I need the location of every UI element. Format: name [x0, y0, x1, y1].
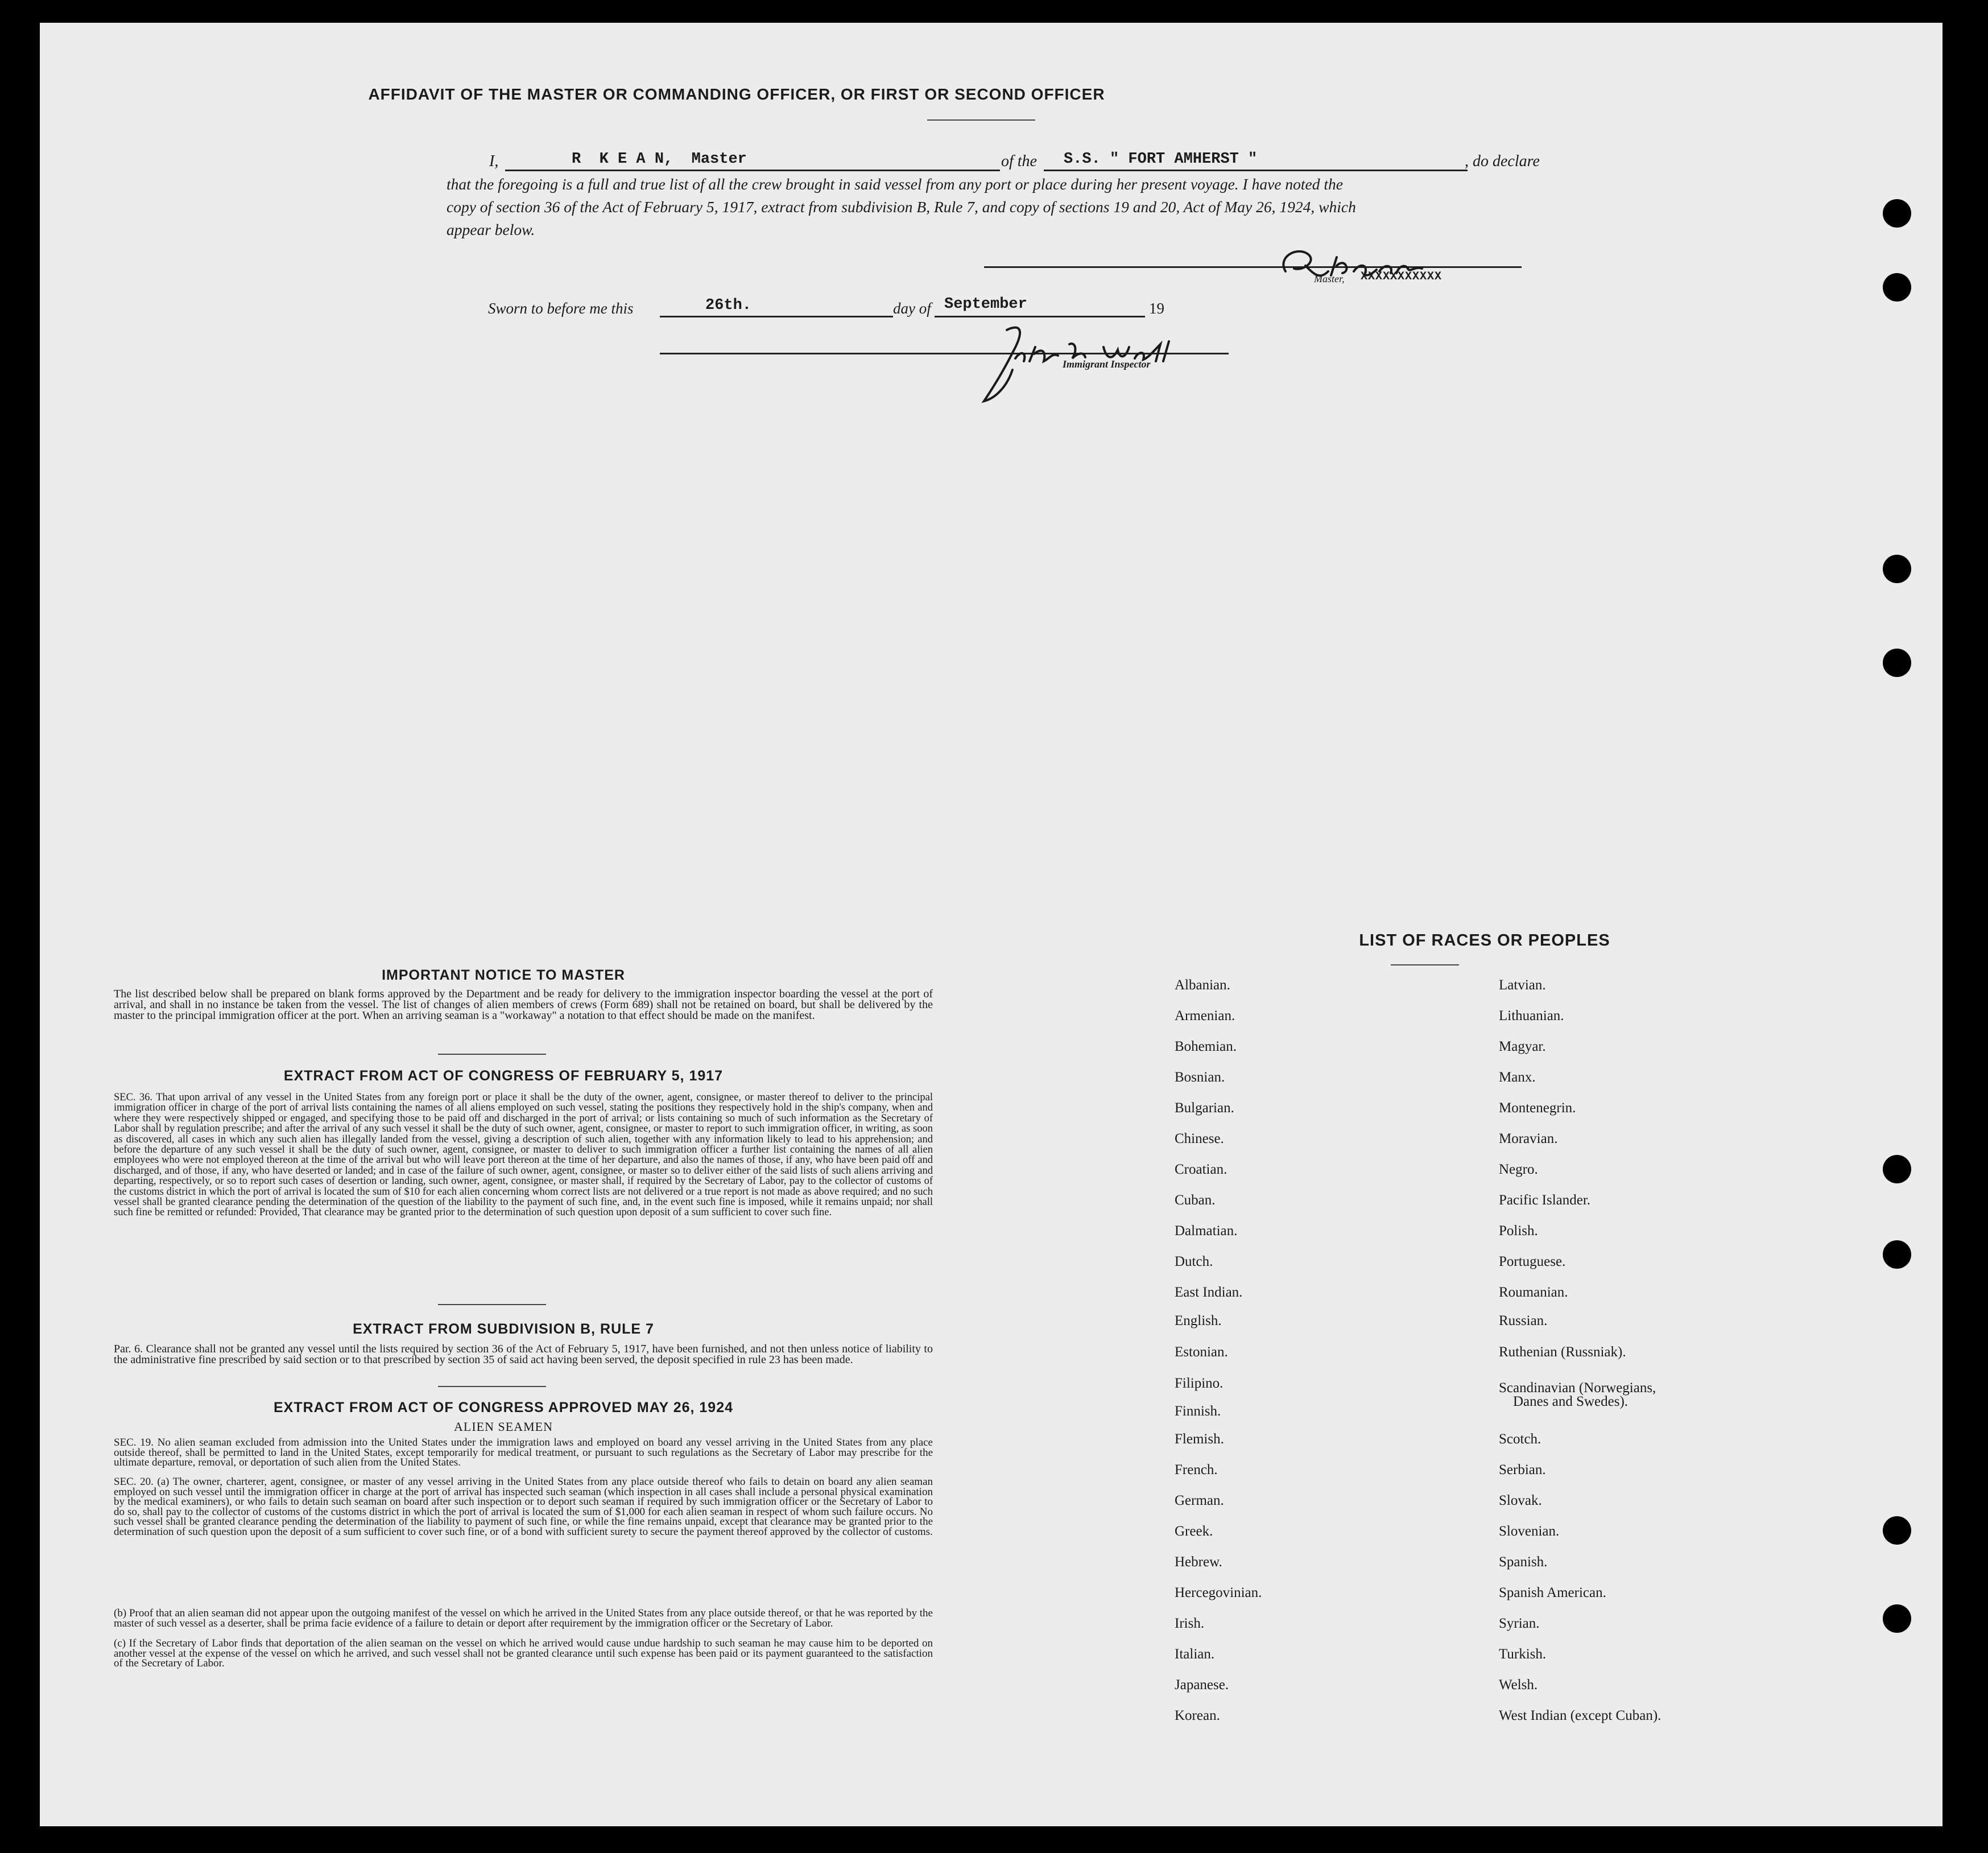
race-left: Irish. — [1175, 1616, 1205, 1631]
race-left: Filipino. — [1175, 1376, 1224, 1391]
race-left: Flemish. — [1175, 1431, 1224, 1447]
affidavit-line-3: copy of section 36 of the Act of February 5, 1917, extract from subdivision B, Rule 7, and copy of sections 19 and 20, Act of May 26, 1924, which — [447, 198, 1356, 216]
races-divider — [1391, 964, 1459, 965]
master-name: R K E A N, Master — [572, 151, 747, 168]
race-right: West Indian (except Cuban). — [1499, 1708, 1662, 1723]
race-left: Armenian. — [1175, 1008, 1235, 1024]
race-right: Negro. — [1499, 1162, 1538, 1177]
binder-hole — [1883, 199, 1911, 228]
extract-1917-text: SEC. 36. That upon arrival of any vessel in the United States from any foreign port or place it shall be the duty of the owner, agent, consignee, or master thereof to deliver to the principal immigration officer in charge of the port of arrival lists containing the names of all aliens employed on such vessel, stating the positions they respectively hold in the ship's company, when and where they were respectively shipped or engaged, and specifying those to be paid off and discharged in the port of arrival; or lists containing so much of such information as the Secretary of Labor shall by regulation prescribe; and after the arrival of any such vessel it shall be the duty of such owner, agent, consignee, or master to report to such immigration officer, in writing, as soon as discovered, all cases in which any such alien has illegally landed from the vessel, giving a description of such alien, together with any information likely to lead to his apprehension; and before the departure of any such vessel it shall be the duty of such owner, agent, consignee, or master to deliver to such immigration officer a further list containing the names of all alien employees who were not employed thereon at the time of the arrival but who will leave port thereon at the time of her departure, and also the names of those, if any, who have been paid off and discharged, and of those, if any, who have deserted or landed; and in case of the failure of such owner, agent, consignee, or master so to deliver either of the said lists of such aliens arriving and departing, respectively, or so to report such cases of desertion or landing, such owner, agent, consignee, or master shall, if required by the Secretary of Labor, pay to the collector of customs of the customs district in which the port of arrival is located the sum of $10 for each alien concerning whom correct lists are not delivered or a true report is not made as above required; and no such vessel shall be granted clearance pending the determination of the question of the liability to the payment of such fine, and, in the event such fine is imposed, while it remains unpaid; nor shall such fine be remitted or refunded: Provided, That clearance may be granted prior to the determination of such question upon deposit of a sum sufficient to cover such fine. — [114, 1092, 933, 1219]
race-left: Estonian. — [1175, 1344, 1228, 1360]
binder-hole — [1883, 1240, 1911, 1269]
race-right: Roumanian. — [1499, 1285, 1568, 1300]
binder-hole — [1883, 649, 1911, 677]
race-left: East Indian. — [1175, 1285, 1243, 1300]
sworn-label: Sworn to before me this — [488, 300, 634, 317]
affidavit-i: I, — [489, 152, 499, 170]
vessel-field — [1044, 170, 1468, 171]
affidavit-line-2: that the foregoing is a full and true list of all the crew brought in said vessel from any port or place during her present voyage. I have noted the — [447, 175, 1343, 193]
sworn-day-field — [660, 316, 893, 317]
race-left: Croatian. — [1175, 1162, 1227, 1177]
inspector-caption: Immigrant Inspector — [1063, 358, 1151, 370]
race-right: Portuguese. — [1499, 1254, 1566, 1269]
race-right: Pacific Islander. — [1499, 1192, 1591, 1208]
race-left: Bulgarian. — [1175, 1100, 1234, 1116]
race-left: Hebrew. — [1175, 1554, 1222, 1570]
race-right: Russian. — [1499, 1313, 1548, 1328]
race-left: Dalmatian. — [1175, 1223, 1238, 1239]
extract-rule7-title: EXTRACT FROM SUBDIVISION B, RULE 7 — [353, 1321, 654, 1337]
race-right: Slovak. — [1499, 1493, 1542, 1508]
race-right: Scotch. — [1499, 1431, 1541, 1447]
race-right: Manx. — [1499, 1070, 1536, 1085]
extract-1917-title: EXTRACT FROM ACT OF CONGRESS OF FEBRUARY 5, 1917 — [283, 1068, 724, 1084]
master-caption: Master, — [1314, 273, 1345, 284]
race-right: Spanish American. — [1499, 1585, 1606, 1600]
sworn-month: September — [944, 296, 1027, 313]
race-right: Lithuanian. — [1499, 1008, 1564, 1024]
extract-rule7-divider — [438, 1386, 546, 1387]
master-struck-text: XXXXXXXXXXX — [1361, 270, 1443, 283]
binder-hole — [1883, 1155, 1911, 1183]
race-right: Welsh. — [1499, 1677, 1538, 1693]
races-title: LIST OF RACES OR PEOPLES — [1359, 931, 1610, 950]
race-right: Magyar. — [1499, 1039, 1546, 1054]
race-left: Albanian. — [1175, 977, 1230, 993]
binder-hole — [1883, 273, 1911, 302]
race-left: Bohemian. — [1175, 1039, 1237, 1054]
extract-1924-sec20c: (c) If the Secretary of Labor finds that deportation of the alien seaman on the vessel on which he arrived would cause undue hardship to such seaman he may cause him to be deported on another vessel at the expense of the vessel on which he arrived, and such vessel shall not be granted clearance until such expense has been paid or its payment guaranteed to the satisfaction of the Secretary of Labor. — [114, 1637, 933, 1670]
race-left: English. — [1175, 1313, 1222, 1328]
extract-1924-sec20b: (b) Proof that an alien seaman did not appear upon the outgoing manifest of the vessel on which he arrived in the United States from any place outside thereof, or that he was reported by the master of such vessel as a deserter, shall be prima facie evidence of a failure to detain or deport after requirement by the immigration officer or the Secretary of Labor. — [114, 1607, 933, 1629]
binder-hole — [1883, 1604, 1911, 1633]
extract-1924-sec19: SEC. 19. No alien seaman excluded from admission into the United States under the immigration laws and employed on board any vessel arriving in the United States from any place outside thereof, shall be permitted to land in the United States, except temporarily for medical treatment, or pursuant to such regulations as the Secretary of Labor may prescribe for the ultimate departure, removal, or deportation of such alien from the United States. — [114, 1437, 933, 1469]
sworn-month-field — [935, 316, 1145, 317]
notice-text: The list described below shall be prepared on blank forms approved by the Department and be ready for delivery to the immigration inspector boarding the vessel at the port of arrival, and shall in no instance be taken from the vessel. The list of changes of alien members of crews (Form 689) shall not be retained on board, but shall be delivered by the master to the principal immigration officer at the port. When an arriving seaman is a "workaway" a notation to that effect should be made on the manifest. — [114, 988, 933, 1022]
race-right: Moravian. — [1499, 1131, 1558, 1146]
document-sheet — [40, 23, 1942, 1826]
affidavit-title: AFFIDAVIT OF THE MASTER OR COMMANDING OFFICER, OR FIRST OR SECOND OFFICER — [368, 85, 1105, 103]
race-right: Latvian. — [1499, 977, 1546, 993]
affidavit-line-4: appear below. — [447, 221, 535, 238]
race-right: Scandinavian (Norwegians, — [1499, 1380, 1656, 1396]
extract-1924-sec20a: SEC. 20. (a) The owner, charterer, agent, consignee, or master of any vessel arriving in the United States from any place outside thereof who fails to detain on board any alien seaman employed on such vessel until the immigration officer in charge at the port of arrival has inspected such seaman (which inspection in all cases shall include a personal physical examination by the medical examiners), or who fails to detain such seaman on board after such inspection or to deport such seaman if required by such immigration officer or the Secretary of Labor to do so, shall pay to the collector of customs of the customs district in which the port of arrival is located the sum of $1,000 for each alien seaman in respect of whom such failure occurs. No such vessel shall be granted clearance pending the determination of the liability to payment of such fine, or while the fine remains unpaid, except that clearance may be granted prior to the determination of such question upon the deposit of a sum sufficient to cover such fine, or of a bond with sufficient surety to secure the payment thereof approved by the collector of customs. — [114, 1476, 933, 1538]
race-right: Spanish. — [1499, 1554, 1548, 1570]
year-prefix: 19 — [1149, 300, 1164, 317]
race-left: Bosnian. — [1175, 1070, 1225, 1085]
do-declare-label: , do declare — [1465, 152, 1540, 170]
race-left: Dutch. — [1175, 1254, 1213, 1269]
binder-hole — [1883, 555, 1911, 583]
race-left: Italian. — [1175, 1646, 1215, 1662]
extract-1917-divider — [438, 1304, 546, 1305]
race-left: Greek. — [1175, 1524, 1213, 1539]
race-right: Danes and Swedes). — [1513, 1394, 1629, 1409]
vessel-name: S.S. " FORT AMHERST " — [1064, 151, 1258, 168]
extract-1924-subtitle: ALIEN SEAMEN — [454, 1419, 553, 1434]
race-right: Ruthenian (Russniak). — [1499, 1344, 1626, 1360]
notice-title: IMPORTANT NOTICE TO MASTER — [382, 967, 625, 983]
race-left: Finnish. — [1175, 1404, 1221, 1419]
race-left: French. — [1175, 1462, 1218, 1478]
day-of-label: day of — [893, 300, 931, 317]
notice-divider — [438, 1054, 546, 1055]
race-left: Hercegovinian. — [1175, 1585, 1262, 1600]
of-the-label: of the — [1001, 152, 1037, 170]
extract-1924-title: EXTRACT FROM ACT OF CONGRESS APPROVED MAY 26, 1924 — [273, 1400, 734, 1415]
race-right: Syrian. — [1499, 1616, 1540, 1631]
race-left: Korean. — [1175, 1708, 1220, 1723]
binder-hole — [1883, 1516, 1911, 1545]
race-right: Montenegrin. — [1499, 1100, 1576, 1116]
race-right: Turkish. — [1499, 1646, 1547, 1662]
master-name-field — [505, 170, 1000, 171]
race-left: German. — [1175, 1493, 1224, 1508]
race-left: Chinese. — [1175, 1131, 1224, 1146]
race-right: Slovenian. — [1499, 1524, 1560, 1539]
extract-rule7-text: Par. 6. Clearance shall not be granted any vessel until the lists required by section 36 of the Act of February 5, 1917, have been furnished, and not then unless notice of liability to the administrative fine prescribed by said section or to that prescribed by section 35 of said act having been served, the deposit specified in rule 23 has been made. — [114, 1343, 933, 1366]
race-right: Polish. — [1499, 1223, 1538, 1239]
title-divider — [927, 119, 1035, 121]
sworn-day: 26th. — [705, 297, 752, 314]
race-left: Cuban. — [1175, 1192, 1216, 1208]
race-right: Serbian. — [1499, 1462, 1546, 1478]
race-left: Japanese. — [1175, 1677, 1229, 1693]
